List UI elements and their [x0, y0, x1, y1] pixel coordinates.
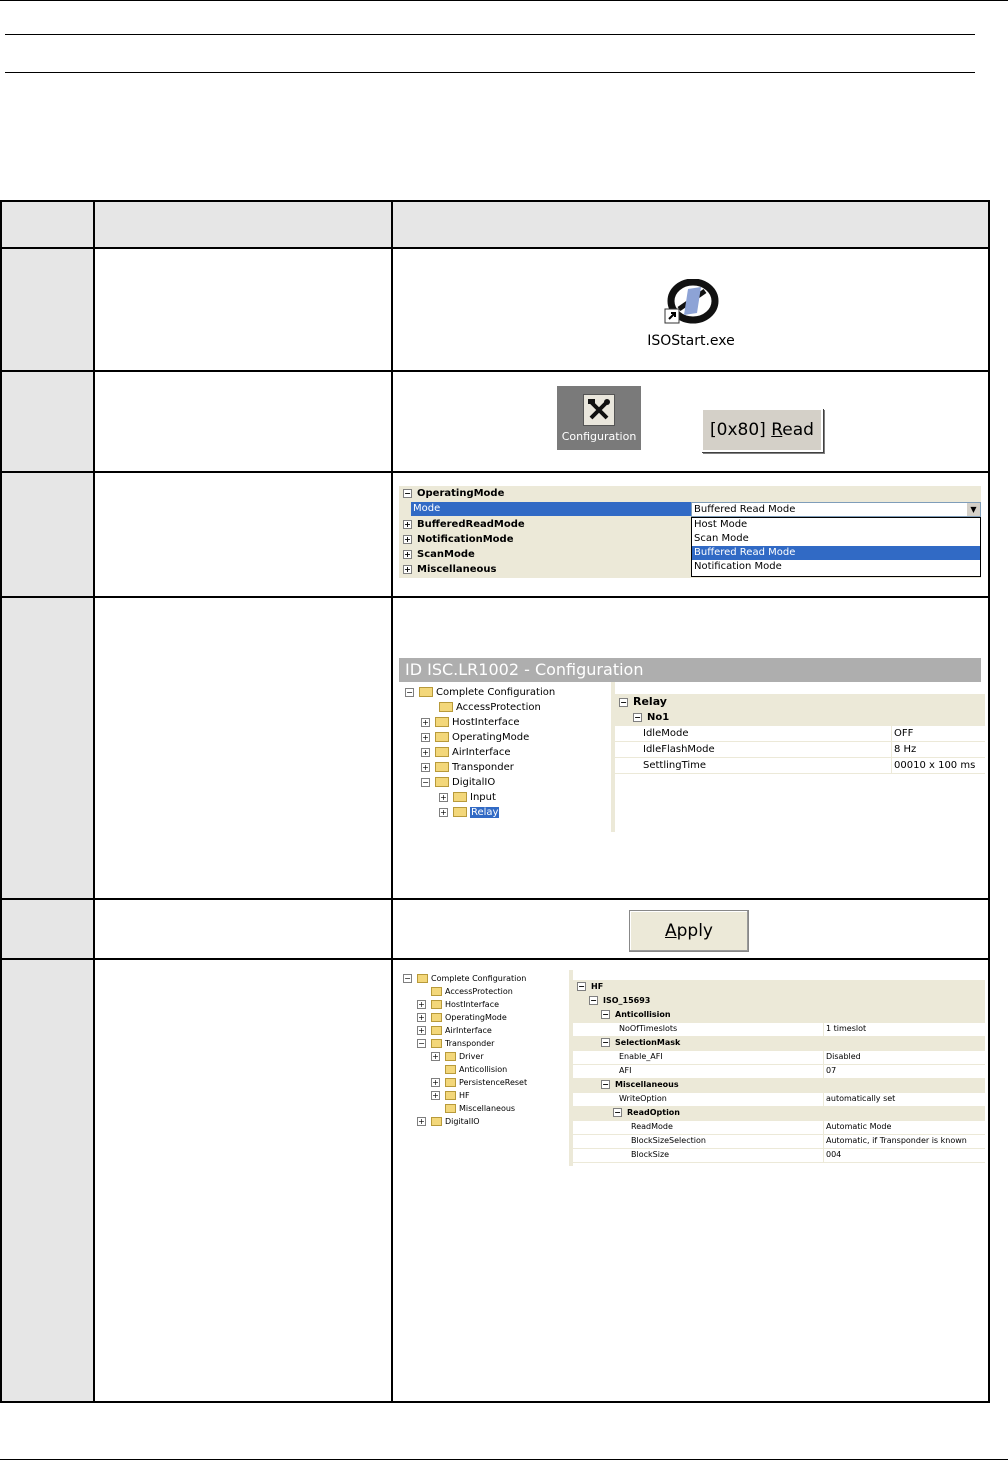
tree-node[interactable]: + AirInterface: [422, 747, 511, 758]
read-label-prefix: [0x80]: [710, 420, 772, 440]
configuration-label: Configuration: [561, 430, 637, 443]
mode-select-value: Buffered Read Mode: [694, 504, 796, 515]
property-row[interactable]: BlockSize 004: [573, 1148, 985, 1163]
mode-option[interactable]: Scan Mode: [694, 533, 749, 544]
group-relay[interactable]: − Relay: [615, 694, 985, 710]
mode-option[interactable]: Host Mode: [694, 519, 748, 530]
mode-option[interactable]: Notification Mode: [694, 561, 782, 572]
property-row[interactable]: NoOfTimeslots 1 timeslot: [573, 1022, 985, 1037]
isostart-icon: [661, 279, 721, 327]
relay-property-grid: [611, 682, 985, 832]
configuration-button[interactable]: [557, 386, 641, 450]
property-row[interactable]: AFI 07: [573, 1064, 985, 1079]
group-scan-mode[interactable]: + ScanMode: [404, 549, 475, 560]
group-label: OperatingMode: [417, 488, 505, 499]
footer-rule: [0, 1459, 1008, 1460]
relay-config-window: [399, 658, 981, 832]
header-rule-1: [5, 34, 975, 35]
mode-select[interactable]: [691, 502, 981, 517]
property-row[interactable]: Enable_AFI Disabled: [573, 1050, 985, 1065]
mode-dropdown-list: [691, 517, 981, 577]
group-hf[interactable]: − HF: [573, 980, 985, 995]
read-button[interactable]: [701, 408, 823, 452]
step-text-cell: [94, 248, 392, 371]
step-text-cell: [94, 899, 392, 959]
tree-node[interactable]: Miscellaneous: [445, 1102, 515, 1115]
step-text-cell: [94, 472, 392, 597]
tree-node[interactable]: + DigitalIO: [418, 1117, 480, 1126]
mode-option-selected[interactable]: Buffered Read Mode: [692, 546, 980, 560]
group-label: NotificationMode: [417, 534, 514, 545]
tree-node[interactable]: Anticollision: [445, 1063, 507, 1076]
group-miscellaneous[interactable]: + Miscellaneous: [404, 564, 497, 575]
step-text-cell: [94, 371, 392, 472]
step-number-cell: [1, 371, 94, 472]
group-selection-mask[interactable]: − SelectionMask: [573, 1036, 985, 1051]
hf-property-grid: [569, 970, 985, 1166]
tree-node[interactable]: + Driver: [432, 1052, 484, 1061]
isostart-shortcut[interactable]: [641, 279, 741, 349]
group-read-option[interactable]: − ReadOption: [573, 1106, 985, 1121]
table-row: [1, 899, 989, 959]
table-header-row: [1, 201, 989, 248]
config-tree: [399, 682, 611, 832]
table-row: [1, 248, 989, 371]
step-text-cell: [94, 959, 392, 1402]
tree-node[interactable]: + PersistenceReset: [432, 1078, 528, 1087]
tree-node[interactable]: − Complete Configuration: [406, 687, 556, 698]
step-number-cell: [1, 959, 94, 1402]
step-screen-cell: [392, 597, 989, 899]
step-number-cell: [1, 472, 94, 597]
table-row: [1, 597, 989, 899]
tree-node[interactable]: + HostInterface: [422, 717, 520, 728]
step-screen-cell: [392, 371, 989, 472]
group-label: Miscellaneous: [417, 564, 497, 575]
group-label: BufferedReadMode: [417, 519, 525, 530]
tree-node[interactable]: − DigitalIO: [422, 777, 496, 788]
window-title: ID ISC.LR1002 - Configuration: [399, 658, 981, 682]
steps-table: [0, 200, 990, 1403]
tree-node[interactable]: − Transponder: [418, 1039, 495, 1048]
hf-config-window: [399, 970, 981, 1166]
group-no1[interactable]: − No1: [615, 710, 985, 726]
step-screen-cell: [392, 248, 989, 371]
read-label-key: R: [771, 420, 783, 440]
property-row[interactable]: SettlingTime 00010 x 100 ms: [615, 758, 985, 774]
step-screen-cell: [392, 959, 989, 1402]
read-label-rest: ead: [782, 420, 814, 440]
tools-icon: [583, 394, 615, 426]
apply-rest: pply: [676, 921, 713, 941]
property-row[interactable]: IdleMode OFF: [615, 726, 985, 742]
table-row: [1, 472, 989, 597]
tree-node[interactable]: + Transponder: [422, 762, 514, 773]
mode-property-label: Mode: [411, 502, 691, 516]
tree-node[interactable]: + OperatingMode: [422, 732, 530, 743]
top-rule: [0, 0, 1008, 1]
step-screen-cell: [392, 899, 989, 959]
property-row[interactable]: WriteOption automatically set: [573, 1092, 985, 1107]
tree-node[interactable]: + OperatingMode: [418, 1013, 507, 1022]
property-row[interactable]: ReadMode Automatic Mode: [573, 1120, 985, 1135]
step-number-cell: [1, 899, 94, 959]
property-row[interactable]: BlockSizeSelection Automatic, if Transponder is known: [573, 1134, 985, 1149]
tree-node[interactable]: AccessProtection: [431, 985, 513, 998]
table-row: [1, 959, 989, 1402]
tree-node[interactable]: + AirInterface: [418, 1026, 492, 1035]
tree-node[interactable]: + HostInterface: [418, 1000, 500, 1009]
tree-node[interactable]: AccessProtection: [439, 701, 541, 715]
step-text-cell: [94, 597, 392, 899]
group-operating-mode[interactable]: − OperatingMode: [404, 488, 505, 499]
tree-node-selected[interactable]: + Relay: [440, 807, 499, 818]
operating-mode-grid: [399, 486, 981, 578]
group-buffered-read-mode[interactable]: + BufferedReadMode: [404, 519, 525, 530]
tree-node[interactable]: + HF: [432, 1091, 470, 1100]
apply-key: A: [664, 921, 677, 941]
config-tree: [399, 970, 569, 1166]
step-number-cell: [1, 597, 94, 899]
group-anticollision[interactable]: − Anticollision: [573, 1008, 985, 1023]
header-rule-2: [5, 72, 975, 73]
header-cell-action: [94, 201, 392, 248]
table-row: [1, 371, 989, 472]
tree-node[interactable]: − Complete Configuration: [404, 974, 527, 983]
header-cell-step: [1, 201, 94, 248]
apply-button[interactable]: [629, 910, 749, 952]
group-miscellaneous[interactable]: − Miscellaneous: [573, 1078, 985, 1093]
group-iso15693[interactable]: − ISO_15693: [573, 994, 985, 1009]
header-cell-screen: [392, 201, 989, 248]
group-label: ScanMode: [417, 549, 475, 560]
isostart-label: ISOStart.exe: [647, 333, 735, 349]
step-screen-cell: [392, 472, 989, 597]
step-number-cell: [1, 248, 94, 371]
tree-node[interactable]: + Input: [440, 792, 496, 803]
group-notification-mode[interactable]: + NotificationMode: [404, 534, 514, 545]
chevron-down-icon[interactable]: ▼: [967, 503, 980, 516]
property-row[interactable]: IdleFlashMode 8 Hz: [615, 742, 985, 758]
